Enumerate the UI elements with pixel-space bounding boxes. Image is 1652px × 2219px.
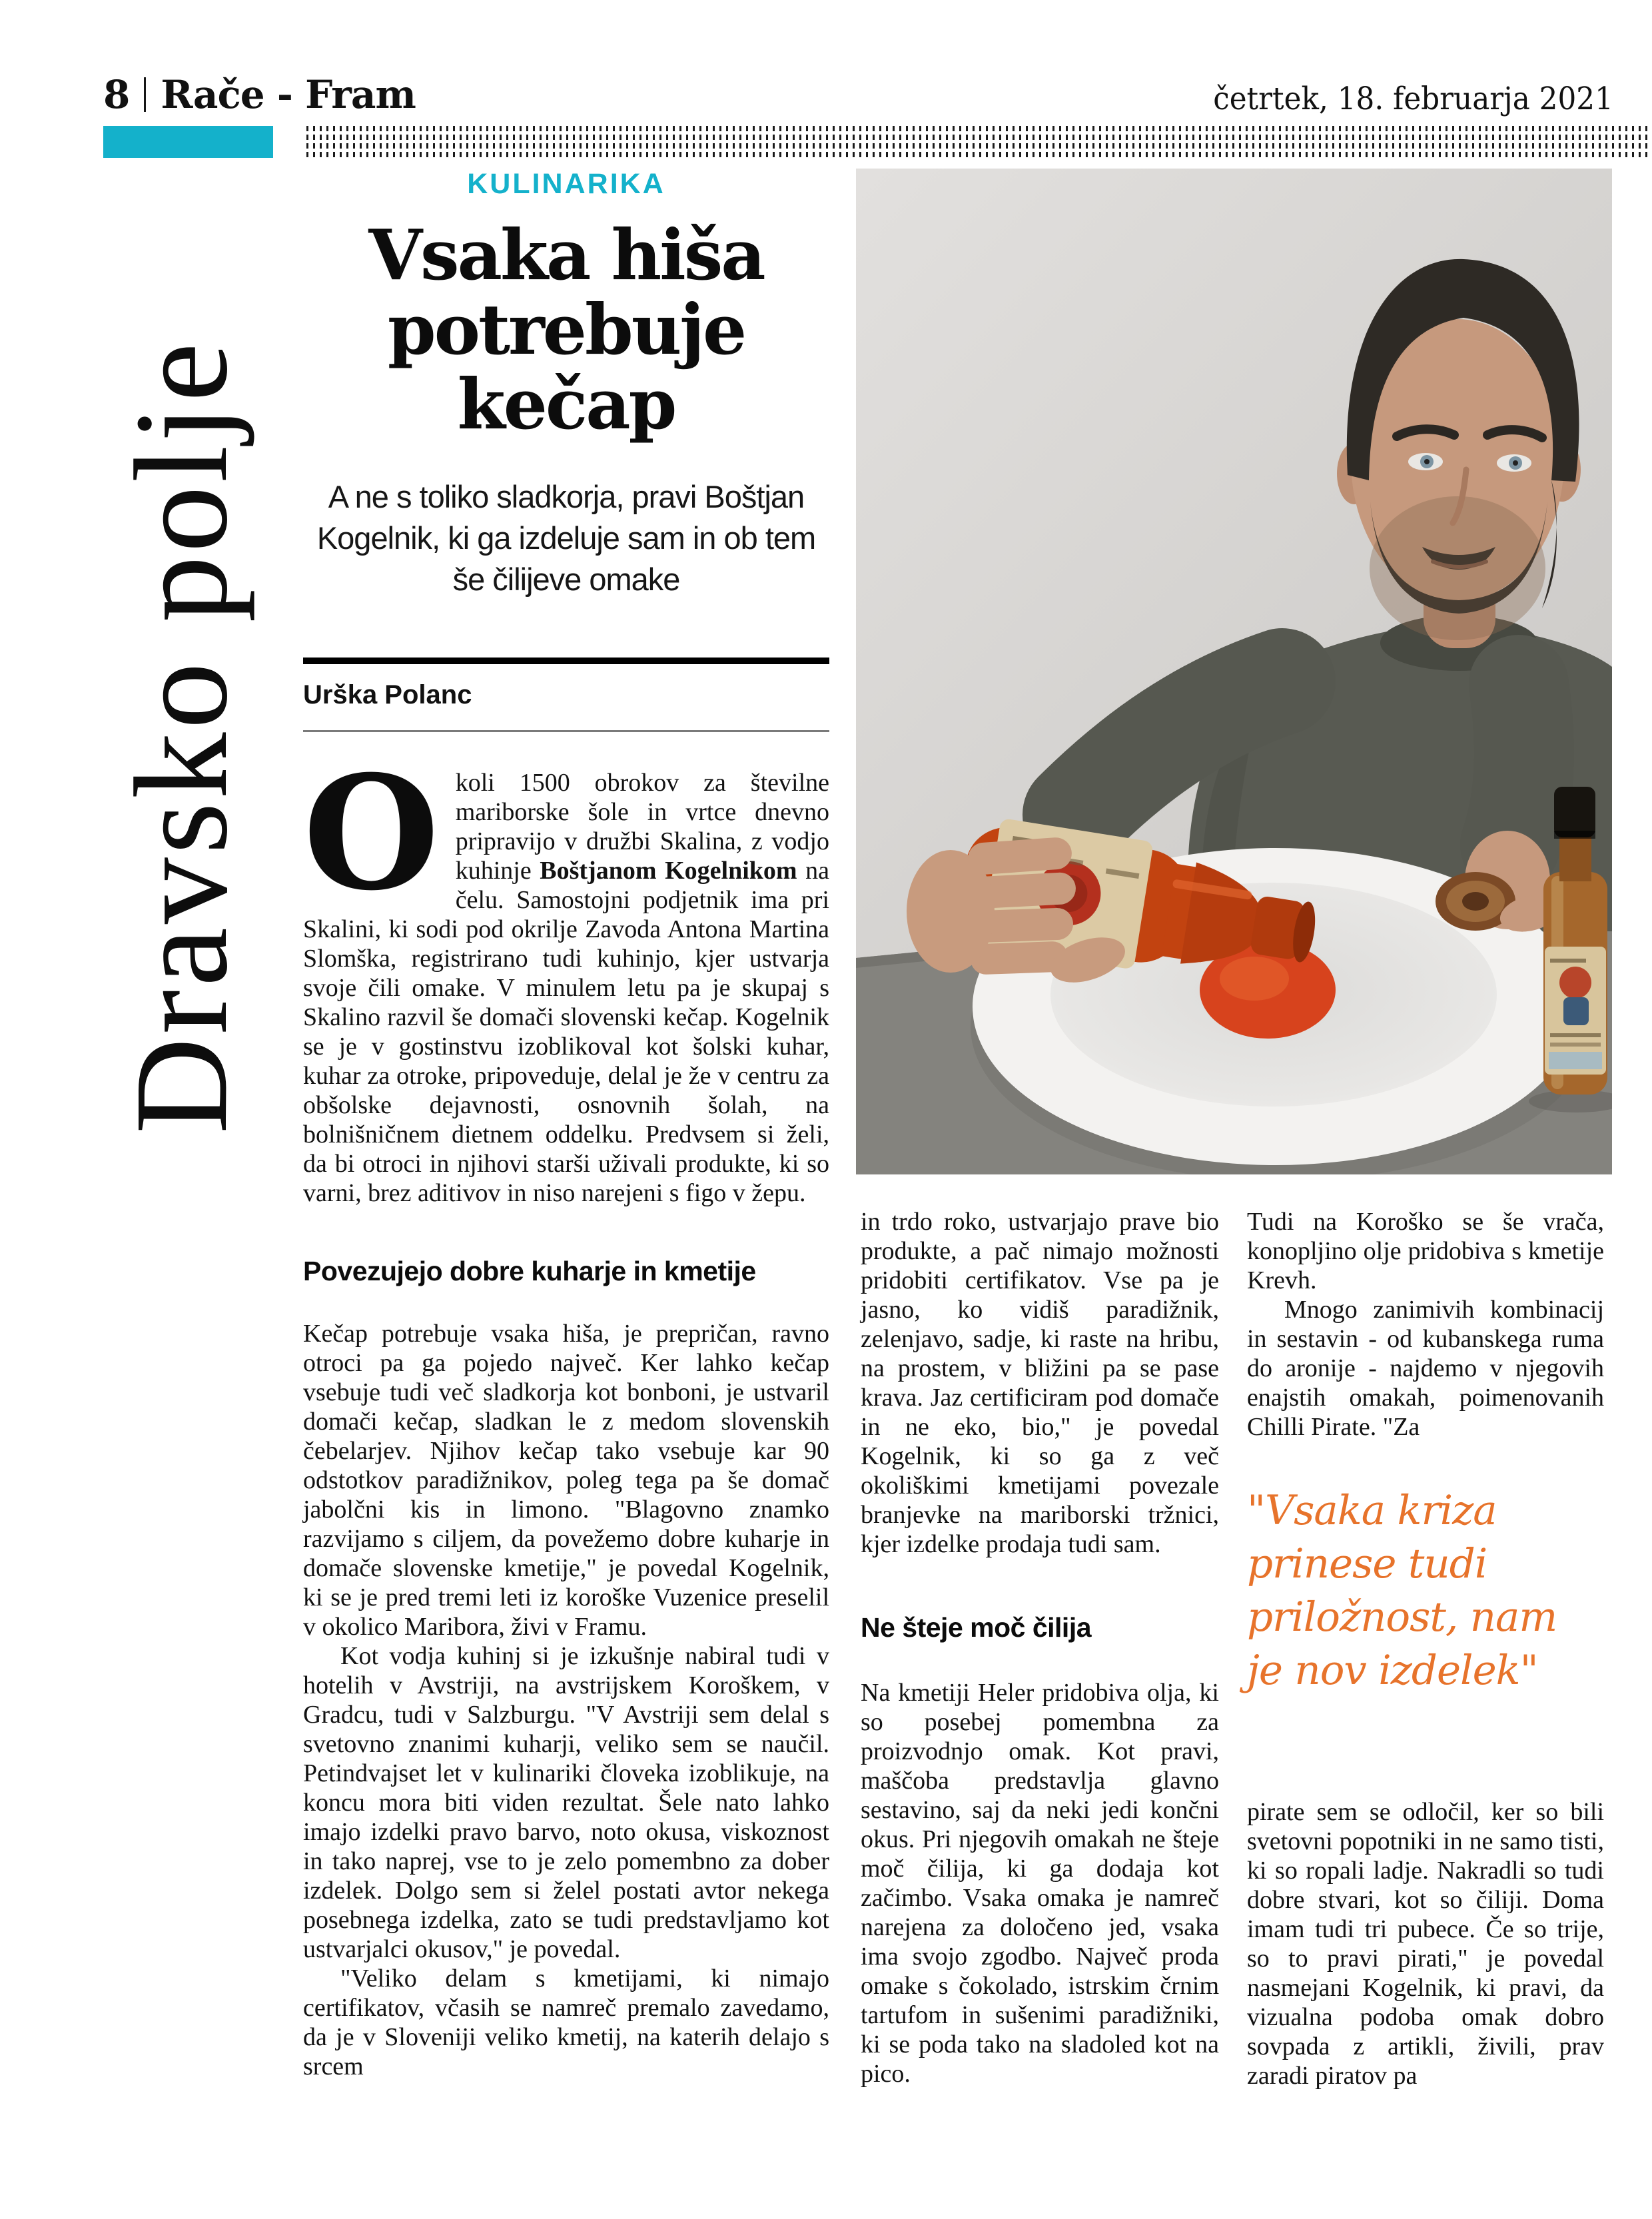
article-column-2 [861, 1207, 1219, 2088]
dotted-rule-row [306, 135, 1649, 140]
paragraph-text: koli 1500 obrokov za številne mariborske šole in vrtce dnevno pripravijo v družbi Skalina, z vodjo kuhinje [455, 769, 829, 885]
paragraph: Mnogo zanimivih kombinacij in sestavin - od kubanskega ruma do aronije - najdemo v njegovih enajstih omakah, poimenovanih Chilli Pirate. "Za [1247, 1296, 1604, 1441]
dotted-rule-row [306, 126, 1649, 131]
paragraph-text: na čelu. Samostojni podjetnik ima pri Skalini, ki sodi pod okrilje Zavoda Antona Martina Slomška, registrirano tudi kuhinjo, kjer ustvarja svoje čili omake. V minulem letu pa je skupaj s Skalino razvil še domači slovenski kečap. Kogelnik se je v gostinstvu izoblikoval kot šolski kuhar, kuhar za otroke, pripoveduje, delal je že v centru za obšolske dejavnosti, osnovnih šolah, na bolnišničnem dietnem oddelku. Predvsem si želi, da bi otroci in njihovi starši uživali produkte, ki so varni, brez aditivov in niso narejeni s figo v žepu. [303, 857, 829, 1207]
paragraph: pirate sem se odločil, ker so bili svetovni popotniki in ne samo tisti, ki so ropali ladje. Nakradli so tudi dobre stvari, kot so čiliji. Doma imam tudi tri pubece. Če so trije, so to pravi pirati," je povedal nasmejani Kogelnik, ki pravi, da vizualna podoba omak dobro sovpada z artikli, živili, prav zaradi piratov pa [1247, 1798, 1604, 2090]
article-column-3 [1247, 1207, 1604, 2090]
photo-illustration [856, 169, 1612, 1174]
headline: Vsaka hiša potrebuje kečap [368, 214, 764, 445]
edge-label: Dravsko polje [108, 339, 255, 1134]
article-photo [856, 169, 1612, 1174]
section-title: Rače - Fram [161, 72, 416, 117]
accent-rectangle [103, 126, 273, 158]
paragraph: Tudi na Koroško se še vrača, konopljino olje pridobiva s kmetije Krevh. [1247, 1208, 1604, 1294]
subheading-1: Povezujejo dobre kuharje in kmetije [303, 1256, 756, 1286]
paragraph: Kot vodja kuhinj si je izkušnje nabiral tudi v hotelih v Avstriji, na avstrijskem Koroškem, v Gradcu, tudi v Salzburgu. "V Avstriji sem delal s svetovno znanimi kuharji, veliko sem se naučil. Petindvajset let v kulinariki človeka izoblikuje, na koncu mora biti viden rezultat. Šele nato lahko imajo izdelki pravo barvo, noto okusa, viskoznost in tako naprej, vse to je zelo pomembno za dober izdelek. Dolgo sem si želel postati avtor nekega posebnega izdelka, zato se tudi predstavljamo kot ustvarjalci okusov," je povedal. [303, 1642, 829, 1963]
paragraph-bold: Boštjanom Kogelnikom [540, 857, 797, 885]
dotted-rule-row [306, 152, 1649, 157]
page-header-left [103, 72, 416, 117]
subtitle: A ne s toliko sladkorja, pravi Boštjan Kogelnik, ki ga izdeluje sam in ob tem še čilijeve omake [316, 479, 816, 597]
article-column-1 [303, 168, 829, 2081]
kicker: KULINARIKA [467, 168, 665, 200]
byline: Urška Polanc [303, 658, 829, 732]
pull-quote: "Vsaka kriza prinese tudi priložnost, nam je nov izdelek" [1247, 1487, 1557, 1694]
page-header [103, 72, 1613, 117]
paragraph: Kečap potrebuje vsaka hiša, je prepričan, ravno otroci pa ga pojedo največ. Ker lahko kečap vsebuje tudi več sladkorja kot bonboni, je ustvaril domači kečap, sladkan le z medom slovenskih čebelarjev. Njihov kečap tako vsebuje kar 90 odstotkov paradižnikov, poleg tega pa še domač jabolčni kis in limono. "Blagovno znamko razvijamo s ciljem, da povežemo dobre kuharje in domače slovenske kmetije," je povedal Kogelnik, ki se je pred tremi leti iz koroške Vuzenice preselil v okolico Maribora, živi v Framu. [303, 1320, 829, 1641]
rule-band [103, 126, 1649, 159]
paragraph: Na kmetiji Heler pridobiva olja, ki so posebej pomembna za proizvodnjo omak. Kot pravi, maščoba predstavlja glavno sestavino, saj da neki jedi končni okus. Pri njegovih omakah ne šteje moč čilija, ki ga dodaja kot začimbo. Vsaka omaka je namreč narejena za določeno jed, vsaka ima svojo zgodbo. Največ proda omake s čokolado, istrskim črnim tartufom in sušenimi paradižniki, ki se poda tako na sladoled kot na pico. [861, 1679, 1219, 2088]
paragraph-lead [303, 741, 829, 1208]
subheading-2: Ne šteje moč čilija [861, 1612, 1092, 1643]
paragraph: "Veliko delam s kmetijami, ki nimajo certifikatov, včasih se namreč premalo zavedamo, da je v Sloveniji veliko kmetij, na katerih delajo s srcem [303, 1965, 829, 2080]
drop-cap: O [303, 741, 440, 925]
dotted-rule-row [306, 143, 1649, 149]
page-number: 8 [103, 72, 130, 117]
body-text [303, 741, 829, 2081]
header-divider [144, 77, 146, 112]
dotted-rule [306, 126, 1649, 161]
issue-date: četrtek, 18. februarja 2021 [1213, 81, 1613, 117]
paragraph: in trdo roko, ustvarjajo prave bio produkte, a pač nimajo možnosti pridobiti certifikatov. Vse pa je jasno, ko vidiš paradižnik, zelenjavo, sadje, ki raste na hribu, na prostem, v bližini pa se pase krava. Jaz certificiram pod domače in ne eko, bio," je povedal Kogelnik, ki so ga z več okoliškimi kmetijami povezale branjevke na mariborski tržnici, kjer izdelke prodaja tudi sam. [861, 1208, 1219, 1558]
